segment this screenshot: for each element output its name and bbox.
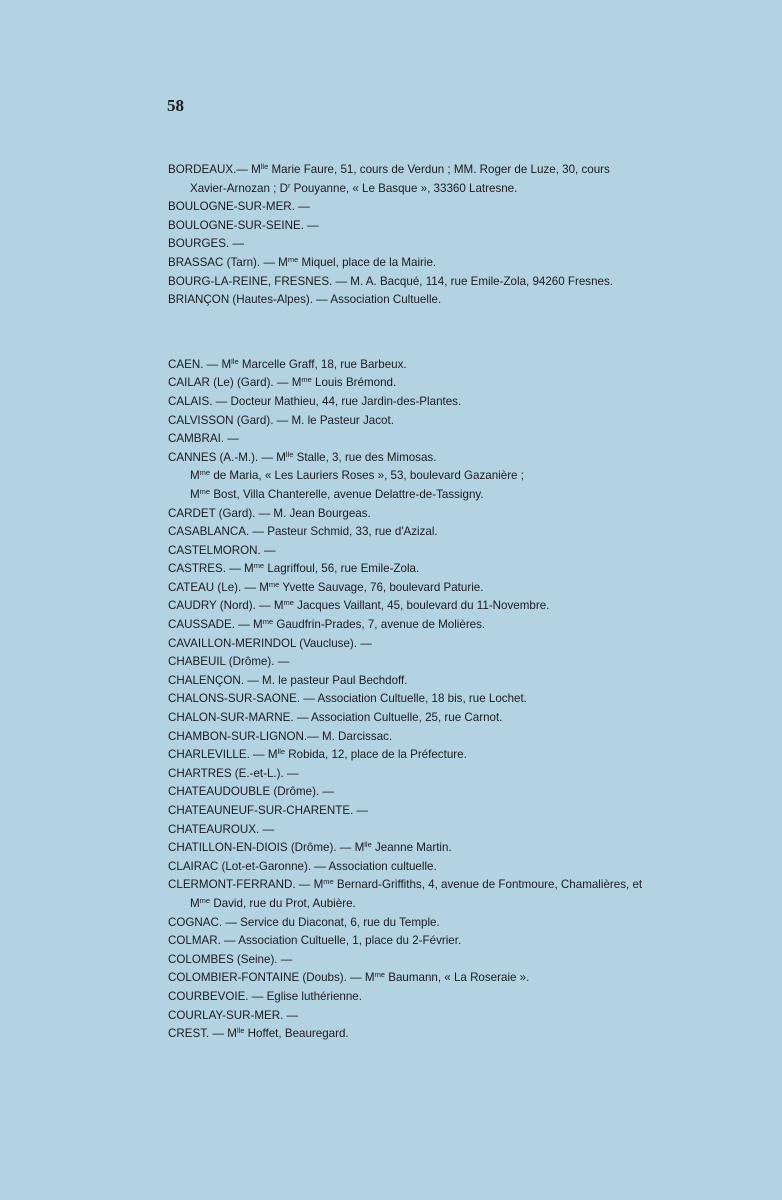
entry-continuation xyxy=(168,467,728,486)
entry-text: de Maria, « Les Lauriers Roses », 53, boulevard Gazanière ; xyxy=(210,469,524,483)
title-superscript: r xyxy=(287,180,291,190)
entry-text: Robida, 12, place de la Préfecture. xyxy=(285,748,467,762)
directory-entry xyxy=(168,858,728,877)
entry-text: Hoffet, Beauregard. xyxy=(244,1027,349,1041)
entry-line xyxy=(168,709,728,728)
directory-entry xyxy=(168,802,728,821)
entry-text: CASABLANCA. — Pasteur Schmid, 33, rue d'Azizal. xyxy=(168,525,438,539)
directory-entry xyxy=(168,161,728,198)
entry-text: BOURG-LA-REINE, FRESNES. — M. A. Bacqué, 114, rue Emile-Zola, 94260 Fresnes. xyxy=(168,274,614,288)
entry-text: Xavier-Arnozan ; D xyxy=(190,181,288,195)
entry-text: CLAIRAC (Lot-et-Garonne). — Association cultuelle. xyxy=(168,859,437,873)
directory-entry xyxy=(168,505,728,524)
entry-line xyxy=(168,858,728,877)
entry-continuation xyxy=(168,180,728,199)
entry-text: CHAMBON-SUR-LIGNON.— M. Darcissac. xyxy=(168,729,393,743)
entry-text: CASTELMORON. — xyxy=(168,543,276,557)
entry-text: Yvette Sauvage, 76, boulevard Paturie. xyxy=(279,580,484,594)
entry-text: David, rue du Prot, Aubière. xyxy=(210,896,356,910)
entry-line xyxy=(168,217,728,236)
entry-text: CHARTRES (E.-et-L.). — xyxy=(168,766,299,780)
entry-text: COLOMBES (Seine). — xyxy=(168,952,293,966)
directory-entry xyxy=(168,932,728,951)
title-superscript: me xyxy=(301,375,312,385)
entry-text: Lagriffoul, 56, rue Emile-Zola. xyxy=(264,562,420,576)
directory-entry xyxy=(168,672,728,691)
title-superscript: me xyxy=(268,579,280,589)
entry-text: COURLAY-SUR-MER. — xyxy=(168,1008,299,1022)
entry-line xyxy=(168,542,728,561)
entry-text: CAUDRY (Nord). — M xyxy=(168,599,284,613)
title-superscript: lle xyxy=(231,356,239,366)
entry-text: CHALON-SUR-MARNE. — Association Cultuelle, 25, rue Carnot. xyxy=(168,711,503,725)
entry-text: CANNES (A.-M.). — M xyxy=(168,450,286,464)
entry-text: Stalle, 3, rue des Mimosas. xyxy=(293,450,437,464)
entry-text: CAILAR (Le) (Gard). — M xyxy=(168,376,302,390)
directory-entry xyxy=(168,1025,728,1044)
directory-entry xyxy=(168,839,728,858)
entry-text: CAVAILLON-MERINDOL (Vaucluse). — xyxy=(168,636,372,650)
entry-text: COLOMBIER-FONTAINE (Doubs). — M xyxy=(168,971,375,985)
entry-line xyxy=(168,635,728,654)
entry-text: BOULOGNE-SUR-SEINE. — xyxy=(168,218,319,232)
title-superscript: me xyxy=(253,561,265,571)
directory-entry xyxy=(168,356,728,375)
entry-text: CAMBRAI. — xyxy=(168,432,239,446)
directory-entry xyxy=(168,876,728,913)
directory-entry xyxy=(168,254,728,273)
entry-line xyxy=(168,932,728,951)
entry-text: CALVISSON (Gard). — M. le Pasteur Jacot. xyxy=(168,413,394,427)
entry-line xyxy=(168,291,728,310)
entry-text: COLMAR. — Association Cultuelle, 1, place du 2-Février. xyxy=(168,934,462,948)
entry-text: CREST. — M xyxy=(168,1027,237,1041)
entry-line xyxy=(168,802,728,821)
entry-text: Louis Brémond. xyxy=(311,376,397,390)
entry-line xyxy=(168,839,728,858)
entry-line xyxy=(168,951,728,970)
entry-text: CHALONS-SUR-SAONE. — Association Cultuelle, 18 bis, rue Lochet. xyxy=(168,692,527,706)
title-superscript: me xyxy=(287,254,299,264)
directory-entry xyxy=(168,709,728,728)
directory-entry xyxy=(168,449,728,505)
directory-entry xyxy=(168,542,728,561)
entry-text: M xyxy=(190,896,200,910)
entry-line xyxy=(168,523,728,542)
entry-line xyxy=(168,393,728,412)
entry-line xyxy=(168,198,728,217)
entry-text: CHALENÇON. — M. le pasteur Paul Bechdoff. xyxy=(168,673,408,687)
entries-group-c xyxy=(168,356,728,1044)
entry-line xyxy=(168,690,728,709)
directory-entry xyxy=(168,374,728,393)
entry-line xyxy=(168,728,728,747)
entry-line xyxy=(168,356,728,375)
directory-entry xyxy=(168,560,728,579)
entry-text: CHABEUIL (Drôme). — xyxy=(168,655,290,669)
directory-entry xyxy=(168,821,728,840)
entry-text: CAEN. — M xyxy=(168,357,232,371)
entry-text: CHARLEVILLE. — M xyxy=(168,748,278,762)
directory-entry xyxy=(168,988,728,1007)
directory-entry xyxy=(168,1007,728,1026)
entry-text: CHATEAUDOUBLE (Drôme). — xyxy=(168,785,334,799)
entry-text: COURBEVOIE. — Eglise luthérienne. xyxy=(168,989,362,1003)
title-superscript: lle xyxy=(260,162,269,171)
entry-text: Bernard-Griffiths, 4, avenue de Fontmoure, Chamalières, et xyxy=(333,878,643,892)
directory-entry xyxy=(168,914,728,933)
entry-line xyxy=(168,449,728,468)
entry-line xyxy=(168,1025,728,1044)
directory-entry xyxy=(168,412,728,431)
entry-text: BRIANÇON (Hautes-Alpes). — Association Cultuelle. xyxy=(168,293,442,307)
directory-entry xyxy=(168,273,728,292)
directory-entry xyxy=(168,746,728,765)
entry-line xyxy=(168,1007,728,1026)
entry-line xyxy=(168,235,728,254)
title-superscript: me xyxy=(199,486,211,496)
page-number: 58 xyxy=(167,96,184,115)
entry-text: CLERMONT-FERRAND. — M xyxy=(168,878,324,892)
entry-line xyxy=(168,783,728,802)
entry-text: BOURGES. — xyxy=(168,237,245,251)
directory-entry xyxy=(168,430,728,449)
entry-text: COGNAC. — Service du Diaconat, 6, rue du Temple. xyxy=(168,915,440,929)
entry-line xyxy=(168,430,728,449)
entry-text: Baumann, « La Roseraie ». xyxy=(384,971,530,985)
title-superscript: me xyxy=(374,970,385,980)
entry-continuation xyxy=(168,486,728,505)
title-superscript: me xyxy=(199,895,211,905)
entry-line xyxy=(168,579,728,598)
entry-line xyxy=(168,273,728,292)
entry-line xyxy=(168,672,728,691)
directory-entry xyxy=(168,690,728,709)
entry-line xyxy=(168,254,728,273)
entry-line xyxy=(168,161,728,180)
directory-entry xyxy=(168,765,728,784)
entry-text: Pouyanne, « Le Basque », 33360 Latresne. xyxy=(290,181,518,195)
title-superscript: lle xyxy=(364,840,372,850)
title-superscript: me xyxy=(199,468,211,478)
entry-line xyxy=(168,821,728,840)
directory-entry xyxy=(168,235,728,254)
title-superscript: lle xyxy=(285,449,294,459)
directory-entry xyxy=(168,291,728,310)
entry-line xyxy=(168,765,728,784)
entry-line xyxy=(168,914,728,933)
entry-text: Marcelle Graff, 18, rue Barbeux. xyxy=(238,357,407,371)
title-superscript: lle xyxy=(236,1026,245,1036)
directory-entry xyxy=(168,616,728,635)
directory-entry xyxy=(168,728,728,747)
directory-entry xyxy=(168,523,728,542)
entry-text: CHATEAUNEUF-SUR-CHARENTE. — xyxy=(168,804,369,817)
entry-text: M xyxy=(190,469,200,483)
entry-text: Jeanne Martin. xyxy=(371,841,452,855)
entry-text: CARDET (Gard). — M. Jean Bourgeas. xyxy=(168,506,371,520)
entry-line xyxy=(168,505,728,524)
entry-line xyxy=(168,374,728,393)
entry-text: BRASSAC (Tarn). — M xyxy=(168,255,288,269)
directory-entry xyxy=(168,653,728,672)
entry-text: M xyxy=(190,487,200,501)
directory-entry xyxy=(168,579,728,598)
entry-continuation xyxy=(168,895,728,914)
entry-line xyxy=(168,746,728,765)
entry-text: CHATEAUROUX. — xyxy=(168,822,275,836)
entry-text: Miquel, place de la Mairie. xyxy=(298,255,437,269)
entry-text: CATEAU (Le). — M xyxy=(168,580,269,594)
title-superscript: lle xyxy=(277,747,286,757)
entry-text: CHATILLON-EN-DIOIS (Drôme). — M xyxy=(168,841,365,855)
entry-line xyxy=(168,653,728,672)
entry-text: CALAIS. — Docteur Mathieu, 44, rue Jardin-des-Plantes. xyxy=(168,394,462,408)
entries-group-b xyxy=(168,161,728,310)
title-superscript: me xyxy=(262,617,274,627)
directory-entry xyxy=(168,783,728,802)
directory-entry xyxy=(168,217,728,236)
entry-text: BORDEAUX.— M xyxy=(168,163,261,176)
entry-line xyxy=(168,412,728,431)
entry-line xyxy=(168,988,728,1007)
directory-entry xyxy=(168,198,728,217)
title-superscript: me xyxy=(283,598,294,608)
directory-entry xyxy=(168,635,728,654)
directory-entry xyxy=(168,951,728,970)
entry-text: CASTRES. — M xyxy=(168,562,254,576)
entry-text: Gaudfrin-Prades, 7, avenue de Molières. xyxy=(273,618,486,632)
entry-line xyxy=(168,560,728,579)
entry-text: Jacques Vaillant, 45, boulevard du 11-Novembre. xyxy=(293,599,550,613)
entry-text: Marie Faure, 51, cours de Verdun ; MM. Roger de Luze, 30, cours xyxy=(268,163,610,176)
directory-entry xyxy=(168,393,728,412)
entry-line xyxy=(168,969,728,988)
entry-text: BOULOGNE-SUR-MER. — xyxy=(168,200,310,214)
entry-text: Bost, Villa Chanterelle, avenue Delattre-de-Tassigny. xyxy=(210,487,484,501)
directory-entry xyxy=(168,597,728,616)
entry-line xyxy=(168,597,728,616)
directory-entry xyxy=(168,969,728,988)
entry-text: CAUSSADE. — M xyxy=(168,618,263,632)
directory-list xyxy=(168,161,728,1044)
title-superscript: me xyxy=(323,877,334,887)
entry-line xyxy=(168,616,728,635)
entry-line xyxy=(168,876,728,895)
